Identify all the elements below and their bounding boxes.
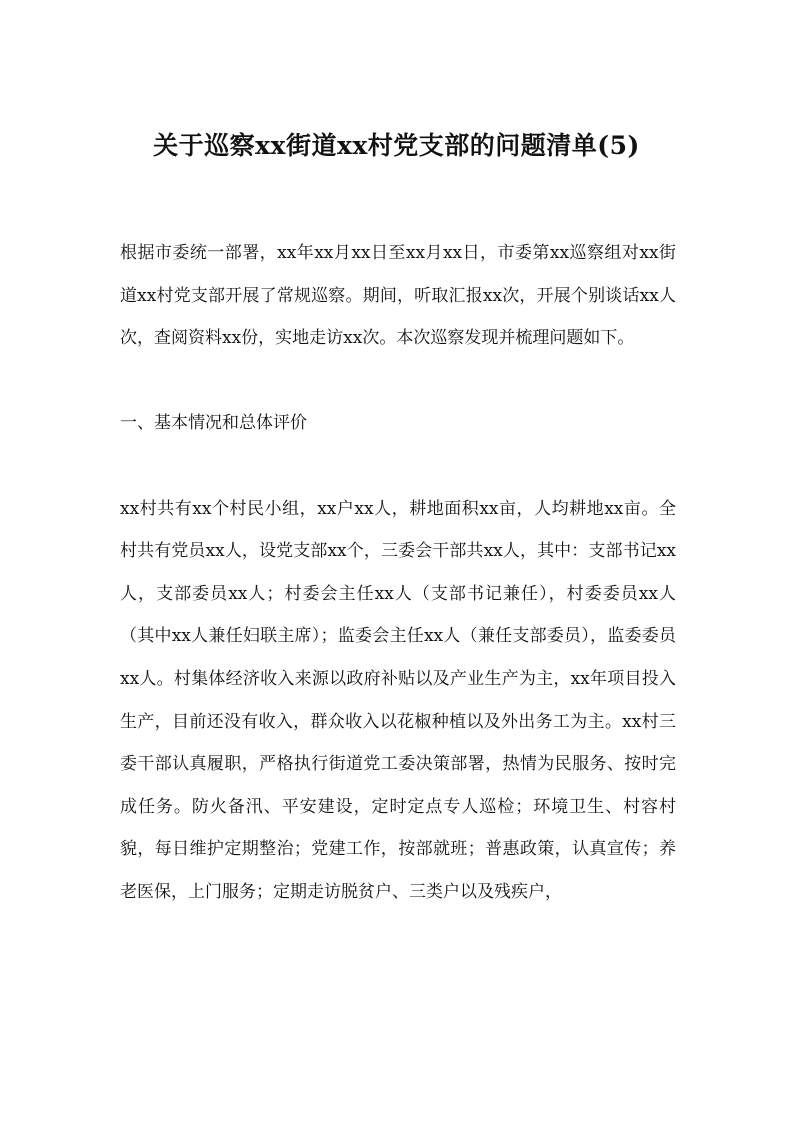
paragraph-spacer — [120, 445, 676, 488]
document-body — [120, 232, 676, 914]
section-heading: 一、基本情况和总体评价 — [120, 413, 307, 434]
section-paragraph: xx村共有xx个村民小组，xx户xx人，耕地面积xx亩，人均耕地xx亩。全村共有党员xx人，设党支部xx个，三委会干部共xx人，其中：支部书记xx人，支部委员xx人；村委会主任xx人（支部书记兼任），村委委员xx人（其中xx人兼任妇联主席）；监委会主任xx人（兼任支部委员），监委委员xx人。村集体经济收入来源以政府补贴以及产业生产为主，xx年项目投入生产，目前还没有收入，群众收入以花椒种植以及外出务工为主。xx村三委干部认真履职，严格执行街道党工委决策部署，热情为民服务、按时完成任务。防火备汛、平安建设，定时定点专人巡检；环境卫生、村容村貌，每日维护定期整治；党建工作，按部就班；普惠政策，认真宣传；养老医保，上门服务；定期走访脱贫户、三类户以及残疾户， — [120, 498, 676, 902]
paragraph-spacer — [120, 360, 676, 403]
intro-paragraph: 根据市委统一部署，xx年xx月xx日至xx月xx日，市委第xx巡察组对xx街道xx村党支部开展了常规巡察。期间，听取汇报xx次，开展个别谈话xx人次，查阅资料xx份，实地走访xx次。本次巡察发现并梳理问题如下。 — [120, 243, 676, 349]
document-title: 关于巡察xx街道xx村党支部的问题清单(5) — [153, 131, 640, 160]
